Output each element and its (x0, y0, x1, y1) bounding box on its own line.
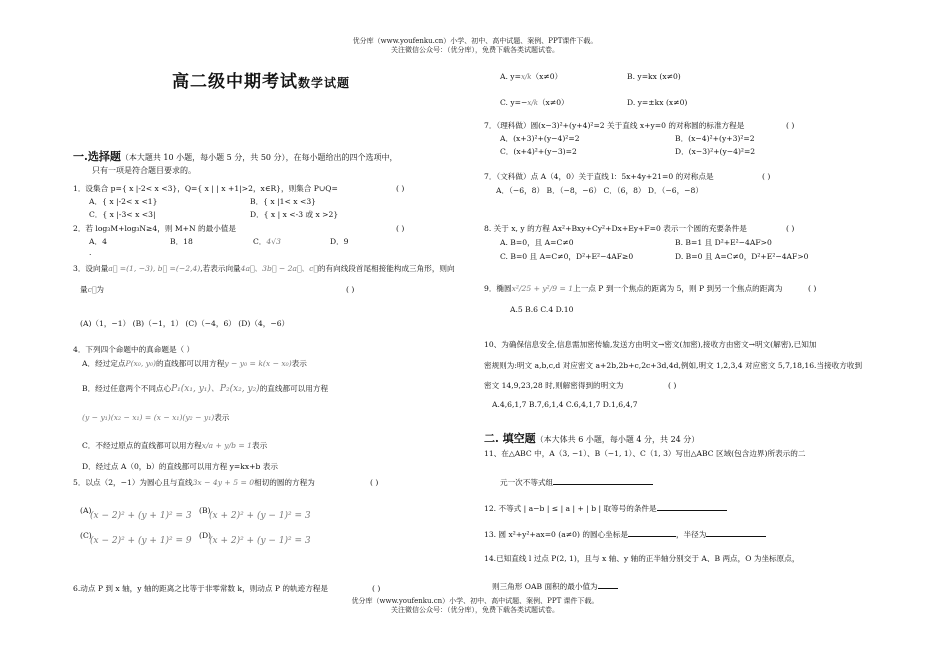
q9-stem (484, 284, 782, 293)
q6-option-a (500, 72, 562, 82)
q4-option-b (82, 384, 328, 395)
q14-stem-2 (492, 580, 618, 591)
q4-b-math-2: (y − y₁)(x₂ − x₁) = (x − x₁)(y₂ − y₁) (82, 413, 215, 422)
q12-stem (484, 502, 727, 513)
q7a-stem: 7．（理科做）圆(x−3)²+(y+4)²=2 关于直线 x+y=0 的对称圆的标准方程是 (484, 121, 745, 130)
q11-answer-blank[interactable] (553, 476, 653, 485)
section2-note: （本大体共 6 小题，每小题 4 分，共 24 分） (535, 435, 700, 444)
q9-text-2: 上一点 P 到一个焦点的距离为 5，则 P 到另一个焦点的距离为 (573, 284, 783, 293)
q6-option-b: B. y=kx (x≠0) (627, 72, 681, 81)
q4-c-text-2: 表示 (252, 441, 268, 450)
footer-line-1: 优分库（www.youfenku.cn）小学、初中、高中试题、案例、PPT 课件下载。 (351, 597, 599, 605)
q6-option-d: D. y=±kx (x≠0) (627, 98, 688, 107)
q10-stem-2: 密规则为:明文 a,b,c,d 对应密文 a+2b,2b+c,2c+3d,4d,例如,明文 1,2,3,4 对应密文 5,7,18,16.当接收方收到 (484, 361, 863, 370)
q5-a-math-text: (x − 2)² + (y + 1)² = 3 (90, 511, 192, 521)
q4-a-text-1: A．经过定点 (82, 359, 126, 368)
q5-paren: ( ) (370, 478, 379, 487)
q3-paren: ( ) (346, 285, 355, 294)
q4-a-text-2: 的直线都可以用方程 (155, 359, 225, 368)
q8-stem: 8. 关于 x, y 的方程 Ax²+Bxy+Cy²+Dx+Ey+F=0 表示一个圆的充要条件是 (484, 224, 747, 233)
q4-stem: 4．下列四个命题中的真命题是（ ） (73, 345, 195, 354)
q5-d-math (209, 536, 311, 547)
q8-option-d: D. B=0 且 A=C≠0，D²+E²−4AF>0 (675, 252, 809, 261)
q7a-option-c: C．(x+4)²+(y−3)=2 (500, 147, 577, 156)
q7b-stem: 7．（文科做）点 A（4，0）关于直线 l：5x+4y+21=0 的对称点是 (484, 172, 714, 181)
q8-option-b: B. B=1 且 D²+E²−4AF>0 (675, 238, 772, 247)
q14-text-2: 则三角形 OAB 面积的最小值为 (492, 582, 598, 591)
section2-heading (484, 432, 699, 446)
q1-option-a: A．{ x |-2< x <1} (89, 197, 158, 206)
q6-a-cond: （x≠0） (531, 72, 563, 81)
q5-text-2: 相切的圆的方程为 (254, 478, 315, 487)
q3-text-4: 量 (80, 285, 88, 294)
q5-d-label: (D) (199, 531, 212, 540)
q6-paren: ( ) (372, 584, 381, 593)
q7a-option-a: A．(x+3)²+(y−4)²=2 (500, 134, 580, 143)
q6-stem: 6.动点 P 到 x 轴，y 轴的距离之比等于非零常数 k，则动点 P 的轨迹方程是 (73, 584, 328, 593)
section1-label: 一.选择题 (73, 150, 121, 163)
q8-paren: ( ) (786, 224, 795, 233)
q5-text-1: 5．以点（2，−1）为圆心且与直线 (73, 478, 193, 487)
q3-text-3: 的有向线段首尾相接能构成三角形，则向 (317, 264, 455, 273)
section2-label: 二. 填空题 (484, 432, 536, 445)
section1-instr-2: 只有一项是符合题目要求的。 (92, 166, 196, 175)
q4-a-text-3: 表示 (291, 359, 307, 368)
q7a-option-b: B．(x−4)²+(y+3)²=2 (675, 134, 755, 143)
q6-c-cond: （x≠0） (537, 98, 569, 107)
q11-stem-2 (500, 476, 653, 487)
q4-option-d: D．经过点 A（0，b）的直线都可以用方程 y=kx+b 表示 (82, 462, 278, 471)
q13-answer-blank-1[interactable] (628, 528, 676, 537)
q2-option-d: D．9 (330, 237, 349, 246)
q10-options: A.4,6,1,7 B.7,6,1,4 C.6,4,1,7 D.1,6,4,7 (492, 400, 638, 409)
page-title (172, 72, 350, 93)
q1-paren: ( ) (396, 184, 405, 193)
q12-text: 12. 不等式 | a−b | ≤ | a | + | b | 取等号的条件是 (484, 504, 657, 513)
q4-b-math-1: P₁(x₁, y₁)、P₂(x₂, y₂) (171, 384, 260, 394)
q5-c-label: (C) (80, 531, 92, 540)
q6-c-label: C. y=− (500, 98, 528, 107)
q11-text-2: 元一次不等式组 (500, 478, 554, 487)
q1-option-c: C．{ x |-3< x <3| (89, 210, 156, 219)
q1-option-b: B．{ x |1< x <3} (250, 197, 317, 206)
q3-text-2: ,若表示向量 (200, 264, 241, 273)
q5-d-math-text: (x + 2)² + (y − 1)² = 3 (209, 536, 311, 546)
title-sub: 数学试题 (298, 76, 351, 90)
header-line-1: 优分库（www.youfenku.cn）小学、初中、高中试题、案例、PPT课件下载。 (352, 37, 598, 45)
q4-option-b-2 (82, 413, 229, 422)
q9-options: A.5 B.6 C.4 D.10 (510, 305, 574, 314)
q5-b-math-text: (x + 2)² + (y − 1)² = 3 (209, 511, 311, 521)
q10-stem-1: 10、为确保信息安全,信息需加密传输,发送方由明文→密文(加密),接收方由密文→明文(解密),已知加 (484, 340, 817, 349)
q11-stem-1: 11、在△ABC 中，A（3, −1）、B（−1, 1）、C（1, 3）写出△ABC 区域(包含边界)所表示的二 (484, 449, 806, 458)
q12-answer-blank[interactable] (657, 502, 727, 511)
q7a-option-d: D．(x−3)²+(y−4)²=2 (675, 147, 756, 156)
q3-math-1: a⃗ =(1, −3), b⃗ =(−2,4) (108, 264, 201, 273)
q9-paren: ( ) (808, 284, 817, 293)
q4-b-text-1: B．经过任意两个不同点心 (82, 384, 172, 393)
q14-answer-blank[interactable] (598, 580, 618, 589)
q10-stem-3: 密文 14,9,23,28 时,则解密得到的明文为 (484, 381, 624, 390)
q2-option-c-math: 4√3 (266, 237, 281, 246)
q14-stem-1: 14.已知直线 l 过点 P(2, 1)，且与 x 轴、y 轴的正半轴分别交于 A、B 两点，O 为坐标原点， (484, 554, 800, 563)
q7a-paren: ( ) (786, 121, 795, 130)
q2-dot: . (89, 248, 92, 257)
q2-option-b: B．18 (170, 237, 193, 246)
q7b-options: A．（−6，8） B．（−8，−6） C．（6，8） D．（−6，−8） (496, 186, 703, 195)
q13-stem (484, 528, 766, 539)
q4-c-math: x/a + y/b = 1 (201, 441, 253, 450)
q1-stem: 1．设集合 p={ x |-2< x <3}，Q={ x | | x +1|>2，x∈R}，则集合 P∪Q= (73, 184, 338, 193)
q10-paren: ( ) (668, 381, 677, 390)
q5-stem (73, 478, 315, 487)
q7b-paren: ( ) (762, 172, 771, 181)
q2-option-a: A．4 (89, 237, 107, 246)
q4-b-text-3: 表示 (214, 413, 230, 422)
title-main: 高二级中期考试 (172, 72, 298, 92)
q3-stem-2 (80, 285, 104, 294)
q2-paren: ( ) (396, 224, 405, 233)
q9-text-1: 9．椭圆 (484, 284, 512, 293)
section1-heading (73, 150, 398, 164)
q4-c-text-1: C．不经过原点的直线都可以用方程 (82, 441, 202, 450)
q2-option-c-label: C． (253, 237, 267, 246)
q1-option-d: D．{ x | x <-3 或 x >2} (250, 210, 339, 219)
q3-stem (73, 264, 455, 273)
q13-text-1: 13. 圆 x²+y²+ax=0 (a≠0) 的圆心坐标是 (484, 530, 628, 539)
q3-text-1: 3．设向量 (73, 264, 109, 273)
q5-a-label: (A) (80, 506, 92, 515)
q8-option-c: C. B=0 且 A=C≠0，D²+E²−4AF≥0 (500, 252, 634, 261)
q4-option-a (82, 359, 307, 368)
q13-text-2: ，半径为 (675, 530, 707, 539)
header-line-2: 关注微信公众号：（优分库），免费下载各类试题试卷。 (391, 46, 559, 54)
q2-stem: 2．若 log₃M+log₃N≥4，则 M+N 的最小值是 (73, 224, 236, 233)
q3-vec: c⃗ (87, 285, 97, 294)
q5-b-label: (B) (199, 506, 211, 515)
q5-math: 3x − 4y + 5 = 0 (192, 478, 255, 487)
q4-b-text-2: 的直线都可以用方程 (259, 384, 329, 393)
q4-a-math-2: y − y₀ = k(x − x₀) (224, 359, 292, 368)
footer-line-2: 关注微信公众号：（优分库），免费下载各类试题试卷。 (391, 606, 559, 614)
q6-option-c (500, 98, 569, 108)
q5-c-math-text: (x − 2)² + (y + 1)² = 9 (90, 536, 192, 546)
q9-math: x²/25 + y²/9 = 1 (511, 284, 574, 293)
q4-option-c (82, 441, 267, 450)
q3-text-5: 为 (96, 285, 104, 294)
q5-a-math (90, 511, 192, 522)
q13-answer-blank-2[interactable] (706, 528, 766, 537)
q6-c-math: x/k (527, 99, 538, 107)
q8-option-a: A. B=0，且 A=C≠0 (500, 238, 574, 247)
q4-a-math-1: P(x₀, y₀) (125, 359, 156, 368)
q5-c-math (90, 536, 192, 547)
q3-options: (A)（1，−1） (B)（−1，1） (C)（−4，6） (D)（4，−6） (80, 319, 290, 328)
q3-math-2: 4a⃗、3b⃗ − 2a⃗、c⃗ (240, 264, 318, 273)
q5-b-math (209, 511, 311, 522)
q2-option-c (253, 237, 281, 246)
section1-instr: ，在每小题给出的四个选项中， (285, 153, 398, 162)
q6-a-math: x/k (520, 73, 532, 81)
section1-note: （本大题共 10 小题，每小题 5 分，共 50 分） (120, 153, 286, 162)
q6-a-label: A. y= (500, 72, 521, 81)
